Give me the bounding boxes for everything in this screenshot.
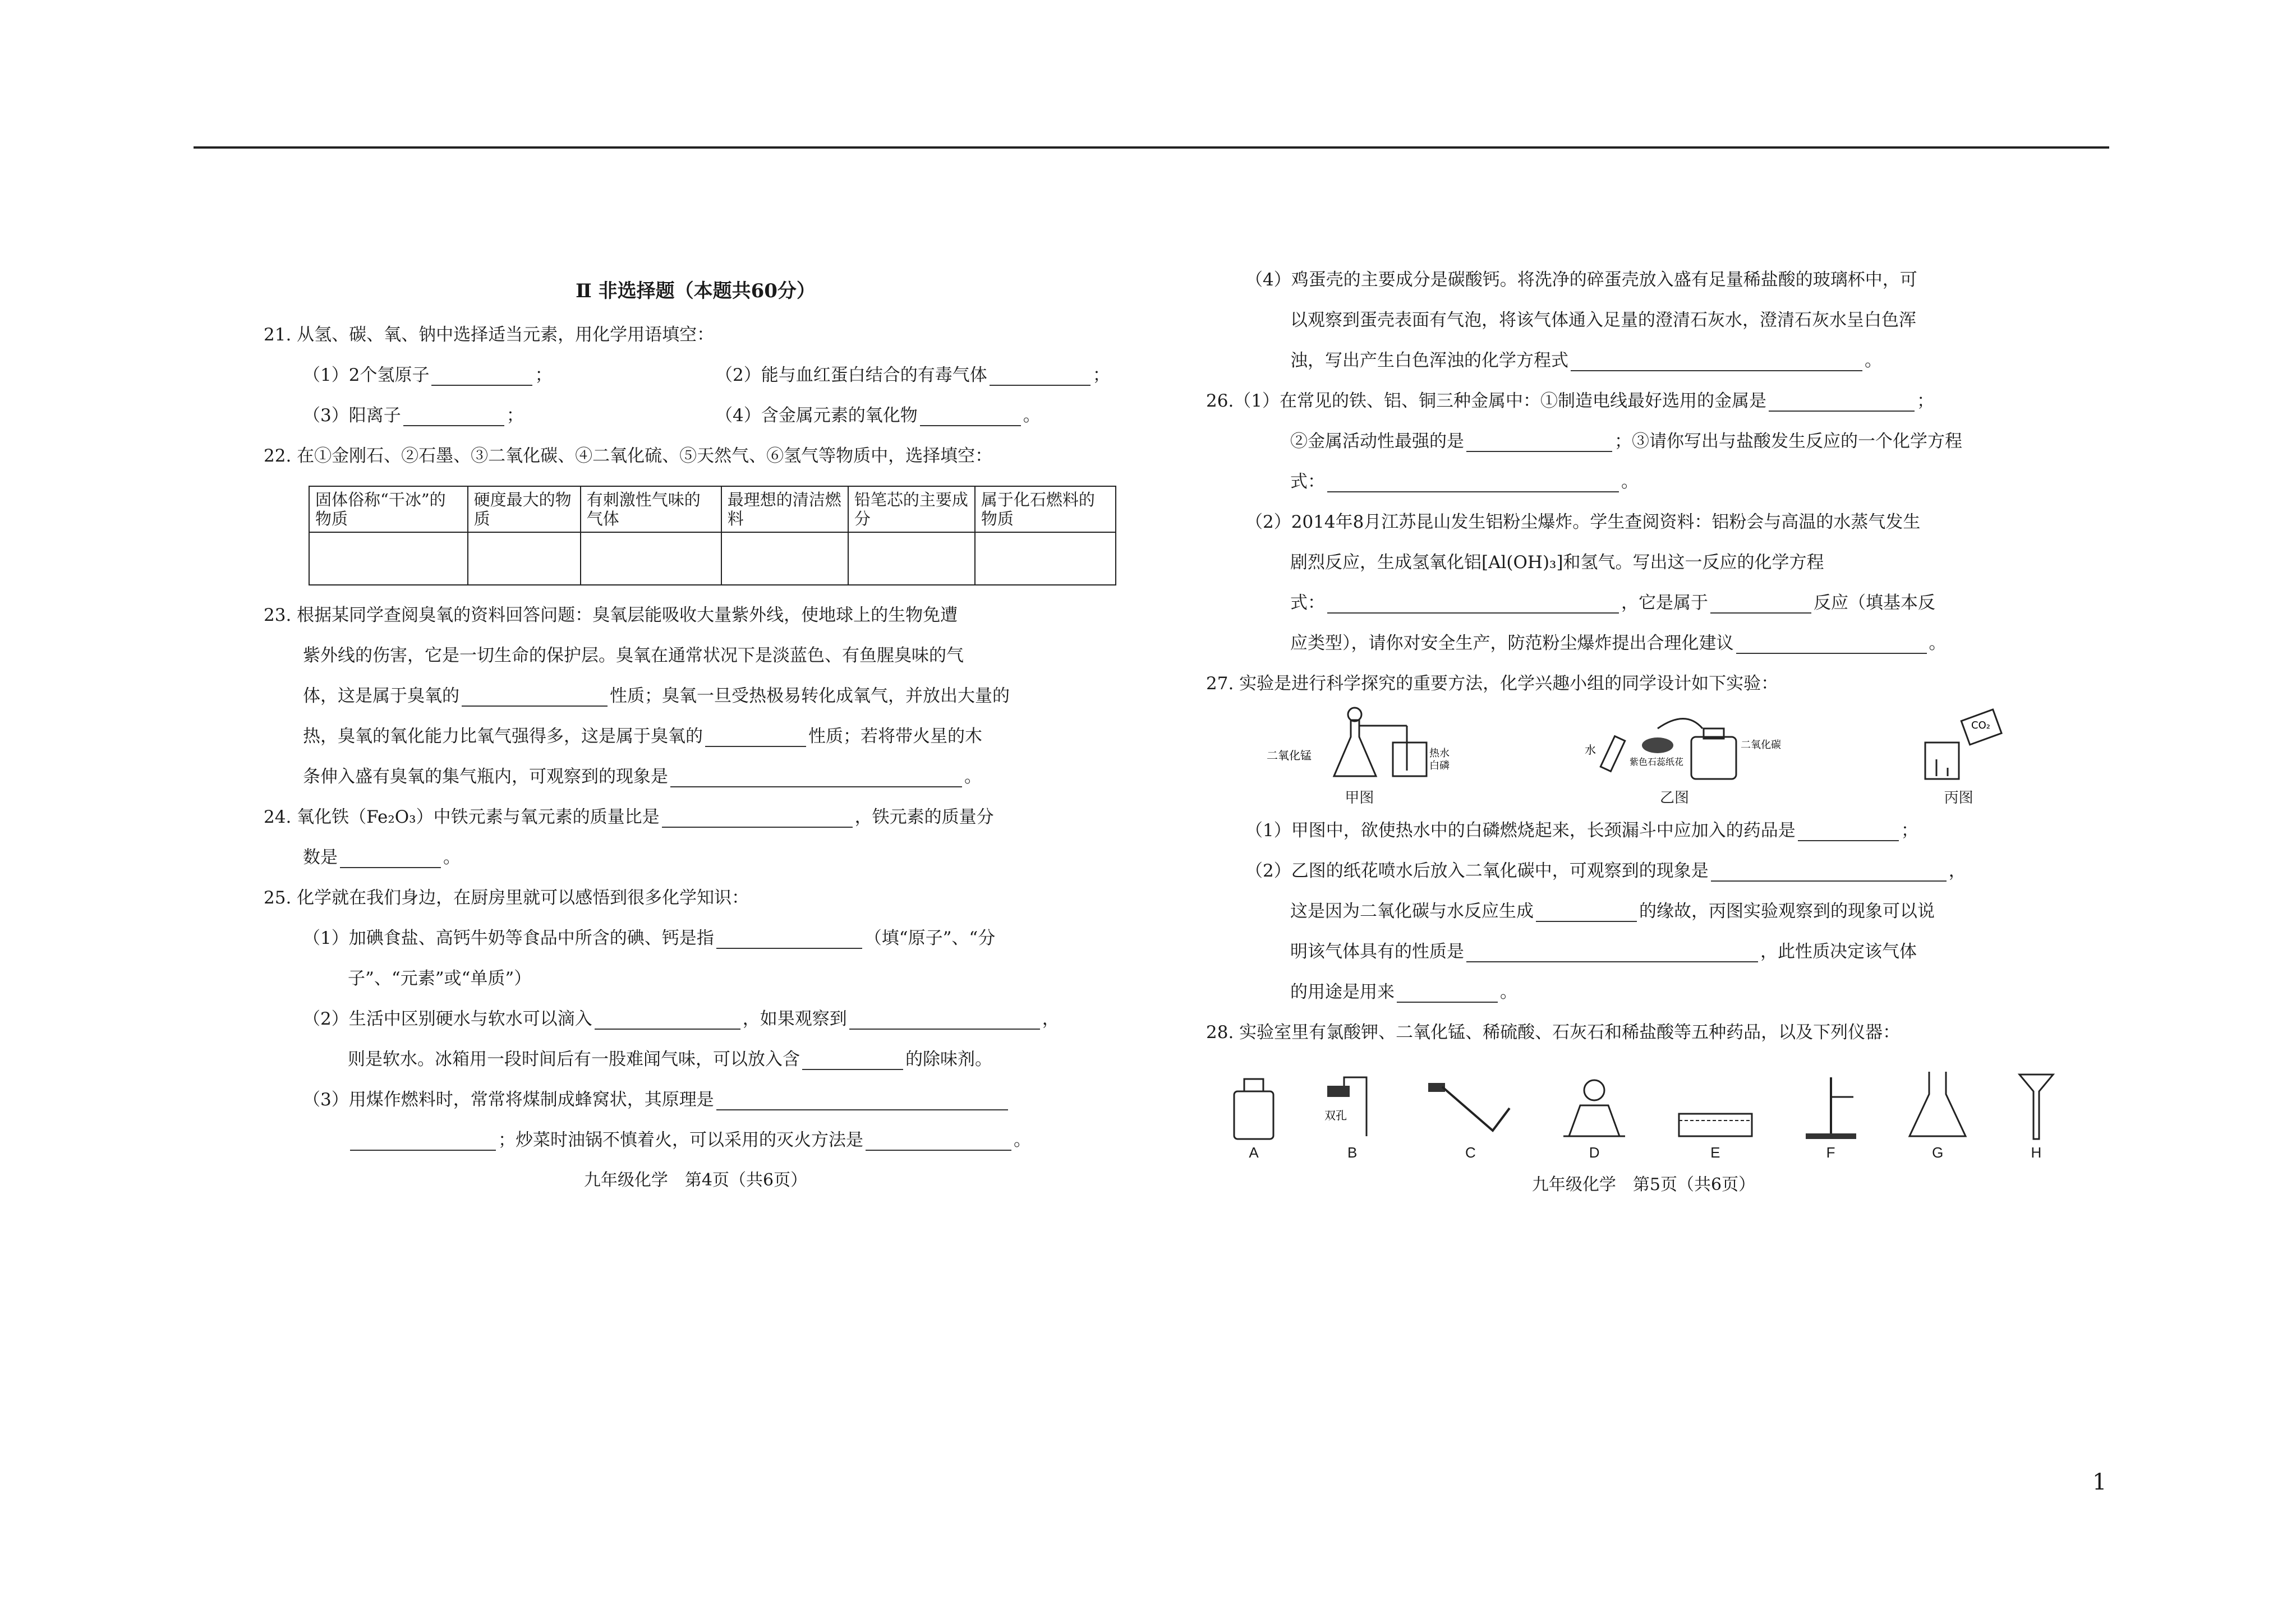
instrument-d	[1558, 1075, 1631, 1163]
delivery-tube-icon	[1425, 1075, 1515, 1142]
q21-punct2: ；	[1092, 365, 1110, 385]
q25-text1b: （填“原子”、“分	[864, 928, 996, 948]
flask-beaker-apparatus-icon	[1267, 703, 1452, 787]
candle-beaker-apparatus-icon	[1897, 703, 2021, 787]
q22-stem: 22. 在①金刚石、②石墨、③二氧化碳、④二氧化硫、⑤天然气、⑥氢气等物质中，选择填空：	[264, 446, 993, 466]
instrument-d-label: D	[1589, 1144, 1600, 1161]
q27-text1a: （1）甲图中，欲使热水中的白磷燃烧起来，长颈漏斗中应加入的药品是	[1245, 820, 1796, 841]
two-hole-stopper-icon	[1322, 1075, 1383, 1142]
q26-blank1[interactable]	[1769, 394, 1915, 412]
q21-punct1: ；	[535, 365, 553, 385]
instrument-c-label: C	[1465, 1144, 1476, 1161]
q26-line6	[1206, 592, 2081, 614]
q23-text3a: 体，这是属于臭氧的	[303, 686, 459, 706]
q25-text2d: 则是软水。冰箱用一段时间后有一股难闻气味，可以放入含	[348, 1049, 800, 1069]
q26-line7	[1206, 633, 2081, 654]
label-co2: CO₂	[1971, 720, 1990, 731]
q21-item3: （3）阳离子	[303, 405, 401, 426]
figure-yi	[1573, 703, 1781, 809]
q25-s3	[264, 1089, 1128, 1110]
figure-jia-caption: 甲图	[1345, 790, 1374, 806]
q25-s2-cont	[264, 1049, 1128, 1070]
q27-text2h: 。	[1500, 982, 1517, 1002]
q24-text2a: 数是	[303, 847, 338, 868]
label-hot-water: 热水	[1429, 748, 1450, 759]
q23-text5a: 条伸入盛有臭氧的集气瓶内，可观察到的现象是	[303, 767, 668, 787]
q25-blank5[interactable]	[716, 1092, 1008, 1110]
instrument-e-label: E	[1710, 1144, 1720, 1161]
q26-text1a: 26.（1）在常见的铁、铝、铜三种金属中：①制造电线最好选用的金属是	[1206, 391, 1767, 411]
right-page	[1206, 269, 2081, 1196]
instrument-f-label: F	[1826, 1144, 1835, 1161]
q25-4-blank[interactable]	[1571, 353, 1862, 371]
q24-line2	[264, 847, 1128, 868]
instrument-a-label: A	[1249, 1144, 1259, 1161]
q28-stem: 28. 实验室里有氯酸钾、二氧化锰、稀硫酸、石灰石和稀盐酸等五种药品，以及下列仪器：	[1206, 1022, 1901, 1043]
instrument-b	[1322, 1075, 1383, 1163]
instrument-h	[2014, 1069, 2059, 1163]
long-neck-funnel-icon	[2014, 1069, 2059, 1142]
label-paper-flower: 紫色石蕊纸花	[1629, 757, 1683, 767]
q26-line4: （2）2014年8月江苏昆山发生铝粉尘爆炸。学生查阅资料：铝粉会与高温的水蒸气发生	[1245, 512, 1921, 532]
q25-blank4[interactable]	[802, 1052, 903, 1070]
q27-text1b: ；	[1901, 820, 1918, 841]
q27-figures	[1206, 713, 2081, 809]
q26-text6a: 式：	[1290, 593, 1325, 613]
q25-s3-cont	[264, 1129, 1128, 1151]
q27-blank2[interactable]	[1711, 864, 1947, 882]
figure-jia	[1267, 703, 1452, 809]
q25-4-line3	[1206, 350, 2081, 371]
instrument-c	[1425, 1075, 1515, 1163]
q24-blank2[interactable]	[340, 850, 441, 868]
q24-text1a: 24. 氧化铁（Fe₂O₃）中铁元素与氧元素的质量比是	[264, 807, 660, 827]
q25-text1a: （1）加碘食盐、高钙牛奶等食品中所含的碘、钙是指	[303, 928, 714, 948]
label-two-hole: 双孔	[1324, 1109, 1347, 1122]
q22-answer-6[interactable]	[975, 532, 1116, 585]
q26-text7a: 应类型），请你对安全生产，防范粉尘爆炸提出合理化建议	[1290, 633, 1734, 653]
q25-s2	[264, 1008, 1128, 1030]
q23-text4b: 性质；若将带火星的木	[808, 726, 982, 746]
q27-s1	[1206, 820, 2081, 841]
q23-line1: 23. 根据某同学查阅臭氧的资料回答问题：臭氧层能吸收大量紫外线，使地球上的生物免遭	[264, 605, 958, 625]
q26-blank3[interactable]	[1327, 474, 1619, 492]
q21-blank2[interactable]	[990, 368, 1091, 386]
instrument-e	[1673, 1075, 1757, 1163]
q25-s1c: 子”、“元素”或“单质”）	[348, 969, 532, 989]
q25-s1	[264, 928, 1128, 949]
q27-s2-cont2	[1206, 941, 2081, 962]
q27-blank1[interactable]	[1798, 823, 1899, 841]
q27-stem: 27. 实验是进行科学探究的重要方法，化学兴趣小组的同学设计如下实验：	[1206, 674, 1779, 694]
q21-punct3: ；	[506, 405, 524, 426]
q21-item2: （2）能与血红蛋白结合的有毒气体	[715, 365, 987, 385]
q22-answer-3[interactable]	[581, 532, 721, 585]
page-number: 1	[2092, 1469, 2107, 1495]
q27-s2-cont1	[1206, 901, 2081, 922]
q26-line3	[1206, 471, 2081, 492]
q23-text5b: 。	[964, 767, 982, 787]
q26-blank4[interactable]	[1327, 596, 1619, 614]
spray-bottle-apparatus-icon	[1573, 703, 1781, 787]
q25-4-text3a: 浊，写出产生白色浑浊的化学方程式	[1290, 351, 1568, 371]
q21-item1: （1）2个氢原子	[303, 365, 430, 385]
q24-blank1[interactable]	[662, 810, 853, 828]
q21-blank3[interactable]	[403, 408, 504, 426]
q22-header-5: 铅笔芯的主要成分	[848, 486, 975, 532]
q26-blank2[interactable]	[1466, 434, 1612, 452]
instrument-g	[1904, 1069, 1971, 1163]
q25-4-text3b: 。	[1865, 351, 1882, 371]
q21-row1	[264, 365, 1128, 386]
instrument-f	[1800, 1075, 1862, 1163]
label-white-p: 白磷	[1429, 760, 1450, 772]
q27-text2e: 明该气体具有的性质是	[1290, 942, 1464, 962]
q26-text2a: ②金属活动性最强的是	[1290, 431, 1464, 451]
conical-flask-icon	[1904, 1069, 1971, 1142]
q21-stem: 21. 从氢、碳、氧、钠中选择适当元素，用化学用语填空：	[264, 325, 715, 345]
q28-instruments	[1228, 1062, 2059, 1163]
figure-bing	[1897, 703, 2021, 809]
q26-text6c: 反应（填基本反	[1814, 593, 1935, 613]
q26-line5: 剧烈反应，生成氢氧化铝[Al(OH)₃]和氢气。写出这一反应的化学方程	[1290, 552, 1824, 573]
instrument-b-label: B	[1347, 1144, 1358, 1161]
q26-line1	[1206, 390, 2081, 412]
left-page	[264, 280, 1128, 1191]
q27-s2	[1206, 860, 2081, 882]
q23-text4a: 热，臭氧的氧化能力比氧气强得多，这是属于臭氧的	[303, 726, 703, 746]
q27-text2a: （2）乙图的纸花喷水后放入二氧化碳中，可观察到的现象是	[1245, 861, 1709, 881]
instrument-a	[1228, 1075, 1279, 1163]
label-mno2: 二氧化锰	[1267, 749, 1312, 762]
water-trough-icon	[1673, 1075, 1757, 1142]
q26-line2	[1206, 431, 2081, 452]
figure-yi-caption: 乙图	[1659, 790, 1689, 806]
q22-header-6: 属于化石燃料的物质	[975, 486, 1116, 532]
q25-blank6[interactable]	[350, 1133, 496, 1151]
label-co2-bottle: 二氧化碳	[1740, 739, 1781, 751]
q27-blank4[interactable]	[1466, 944, 1758, 962]
section-title: Ⅱ 非选择题（本题共60分）	[576, 280, 816, 302]
q25-blank3[interactable]	[849, 1012, 1040, 1030]
right-page-footer: 九年级化学 第5页（共6页）	[1531, 1175, 1756, 1195]
q25-text2e: 的除味剂。	[905, 1049, 992, 1069]
q25-blank7[interactable]	[866, 1133, 1011, 1151]
q23-line2: 紫外线的伤害，它是一切生命的保护层。臭氧在通常状况下是淡蓝色、有鱼腥臭味的气	[303, 645, 964, 666]
q22-header-4: 最理想的清洁燃料	[721, 486, 848, 532]
label-water: 水	[1584, 743, 1596, 757]
q22-answer-2[interactable]	[468, 532, 581, 585]
instrument-h-label: H	[2031, 1144, 2042, 1161]
q23-blank1[interactable]	[462, 689, 608, 707]
q22-header-1: 固体俗称“干冰”的物质	[309, 486, 468, 532]
q23-text3b: 性质；臭氧一旦受热极易转化成氧气，并放出大量的	[610, 686, 1010, 706]
q26-text2b: ；③请你写出与盐酸发生反应的一个化学方程	[1614, 431, 1962, 451]
q27-text2c: 这是因为二氧化碳与水反应生成	[1290, 901, 1534, 921]
q26-text3a: 式：	[1290, 472, 1325, 492]
q25-text2a: （2）生活中区别硬水与软水可以滴入	[303, 1009, 592, 1029]
top-rule	[194, 146, 2109, 149]
q23-blank3[interactable]	[670, 769, 962, 787]
q25-text2c: ，	[1042, 1009, 1060, 1029]
iron-stand-icon	[1800, 1075, 1862, 1142]
q23-line4	[264, 726, 1128, 747]
q23-blank2[interactable]	[705, 729, 806, 747]
q23-line5	[264, 766, 1128, 787]
q27-s2-cont3	[1206, 981, 2081, 1003]
q25-text3a: （3）用煤作燃料时，常常将煤制成蜂窝状，其原理是	[303, 1090, 714, 1110]
q22-header-3: 有刺激性气味的气体	[581, 486, 721, 532]
q26-text1b: ；	[1917, 391, 1935, 411]
q25-blank2[interactable]	[595, 1012, 740, 1030]
q21-blank1[interactable]	[431, 368, 532, 386]
q21-item4: （4）含金属元素的氧化物	[715, 405, 918, 426]
q21-punct4: 。	[1023, 405, 1041, 426]
q21-row2	[264, 405, 1128, 426]
q25-text3b: ；炒菜时油锅不慎着火，可以采用的灭火方法是	[498, 1130, 863, 1150]
q26-text6b: ，它是属于	[1621, 593, 1708, 613]
q25-text2b: ，如果观察到	[742, 1009, 847, 1029]
q24-text2b: 。	[443, 847, 461, 868]
q21-blank4[interactable]	[920, 408, 1021, 426]
q22-answer-5[interactable]	[848, 532, 975, 585]
q27-blank3[interactable]	[1536, 904, 1637, 922]
q25-blank1[interactable]	[716, 931, 862, 949]
q26-text7b: 。	[1929, 633, 1947, 653]
q22-answer-4[interactable]	[721, 532, 848, 585]
q22-header-2: 硬度最大的物质	[468, 486, 581, 532]
gas-bottle-icon	[1228, 1075, 1279, 1142]
q24-text1b: ，铁元素的质量分	[854, 807, 994, 827]
q24-line1	[264, 806, 1128, 828]
q27-text2b: ，	[1948, 861, 1966, 881]
q25-4-line1: （4）鸡蛋壳的主要成分是碳酸钙。将洗净的碎蛋壳放入盛有足量稀盐酸的玻璃杯中，可	[1245, 270, 1917, 290]
left-page-footer: 九年级化学 第4页（共6页）	[583, 1170, 808, 1190]
q23-line3	[264, 685, 1128, 707]
q25-text3c: 。	[1014, 1130, 1031, 1150]
q22-answer-1[interactable]	[309, 532, 468, 585]
q26-blank5[interactable]	[1710, 596, 1811, 614]
q25-4-line2: 以观察到蛋壳表面有气泡，将该气体通入足量的澄清石灰水，澄清石灰水呈白色浑	[1290, 310, 1916, 330]
instrument-g-label: G	[1932, 1144, 1944, 1161]
q25-stem: 25. 化学就在我们身边，在厨房里就可以感悟到很多化学知识：	[264, 888, 749, 908]
q27-text2g: 的用途是用来	[1290, 982, 1395, 1002]
q27-text2f: ，此性质决定该气体	[1760, 942, 1917, 962]
q27-text2d: 的缘故，丙图实验观察到的现象可以说	[1639, 901, 1935, 921]
q27-blank5[interactable]	[1397, 985, 1498, 1003]
figure-bing-caption: 丙图	[1944, 790, 1973, 806]
alcohol-lamp-icon	[1558, 1075, 1631, 1142]
q22-table	[309, 486, 1116, 585]
q26-text3b: 。	[1621, 472, 1639, 492]
q26-blank6[interactable]	[1736, 636, 1927, 654]
